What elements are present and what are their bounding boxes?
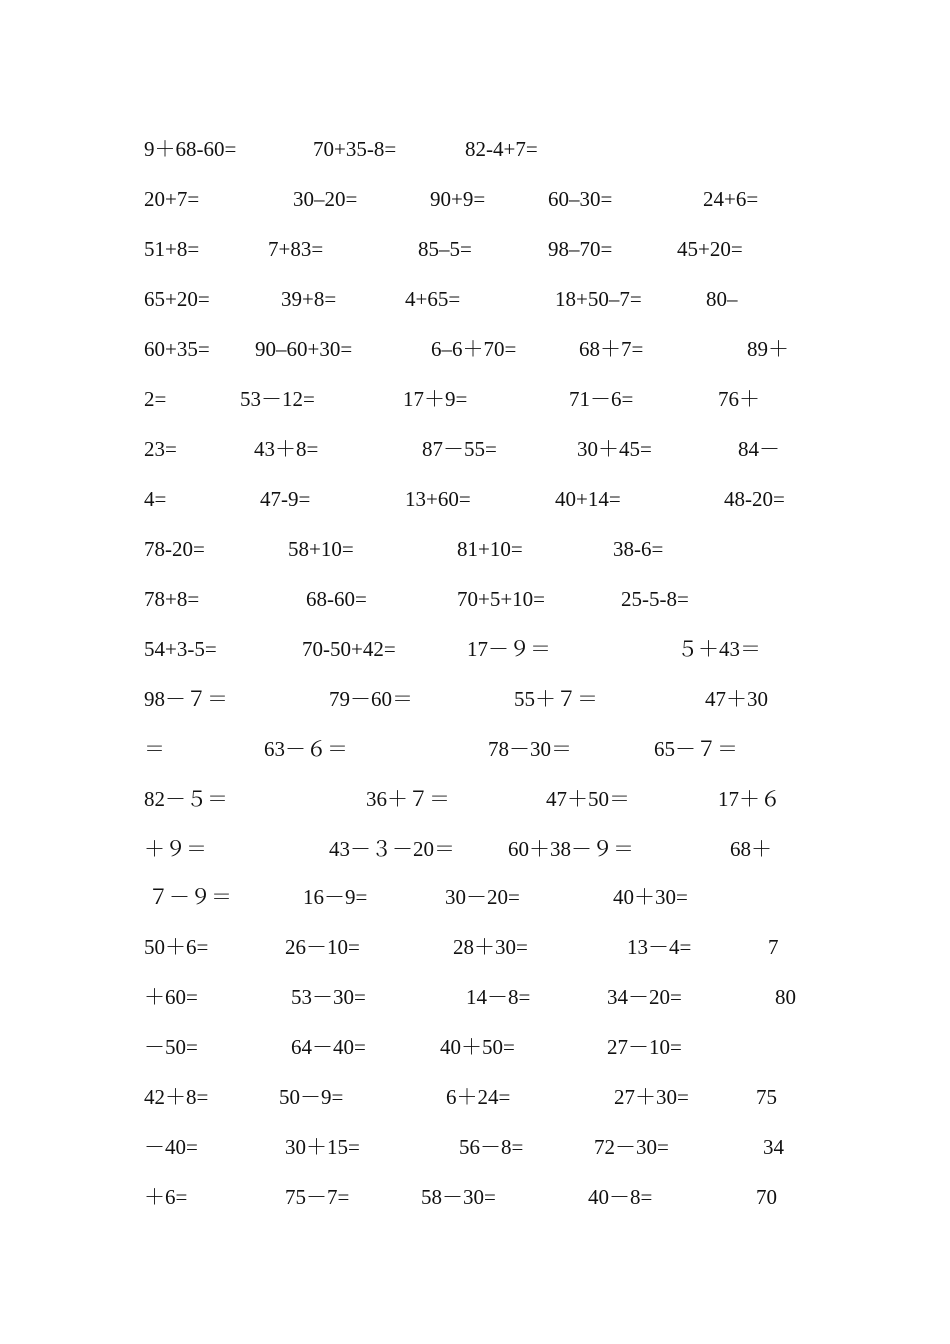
arithmetic-problem: 68＋7= bbox=[579, 337, 644, 361]
arithmetic-problem: 4+65= bbox=[405, 287, 461, 311]
arithmetic-problem: 43＋8= bbox=[254, 437, 319, 461]
arithmetic-problem: 70+5+10= bbox=[457, 587, 546, 611]
arithmetic-problem: 89＋ bbox=[747, 337, 789, 361]
arithmetic-problem: 65－７＝ bbox=[654, 737, 738, 761]
arithmetic-problem: 56－8= bbox=[459, 1135, 524, 1159]
arithmetic-problem: 55＋７＝ bbox=[514, 687, 598, 711]
arithmetic-problem: 39+8= bbox=[281, 287, 337, 311]
problem-line bbox=[0, 434, 950, 464]
arithmetic-problem: 40＋30= bbox=[613, 885, 688, 909]
arithmetic-problem: 9＋68-60= bbox=[144, 137, 237, 161]
arithmetic-problem: 71－6= bbox=[569, 387, 634, 411]
problem-line bbox=[0, 384, 950, 414]
problem-line bbox=[0, 534, 950, 564]
arithmetic-problem: 54+3-5= bbox=[144, 637, 217, 661]
arithmetic-problem: 2= bbox=[144, 387, 167, 411]
arithmetic-problem: 42＋8= bbox=[144, 1085, 209, 1109]
problem-line bbox=[0, 1182, 950, 1212]
arithmetic-problem: 78－30＝ bbox=[488, 737, 572, 761]
arithmetic-problem: 18+50–7= bbox=[555, 287, 642, 311]
arithmetic-problem: 90+9= bbox=[430, 187, 486, 211]
arithmetic-problem: 75－7= bbox=[285, 1185, 350, 1209]
problem-line bbox=[0, 684, 950, 714]
arithmetic-problem: 40+14= bbox=[555, 487, 621, 511]
arithmetic-problem: 50－9= bbox=[279, 1085, 344, 1109]
arithmetic-problem: 78+8= bbox=[144, 587, 200, 611]
arithmetic-problem: 76＋ bbox=[718, 387, 760, 411]
arithmetic-problem: 27＋30= bbox=[614, 1085, 689, 1109]
arithmetic-problem: 20+7= bbox=[144, 187, 200, 211]
arithmetic-problem: 14－8= bbox=[466, 985, 531, 1009]
arithmetic-problem: 30＋45= bbox=[577, 437, 652, 461]
arithmetic-problem: 51+8= bbox=[144, 237, 200, 261]
arithmetic-problem: 78-20= bbox=[144, 537, 205, 561]
arithmetic-problem: 7+83= bbox=[268, 237, 324, 261]
arithmetic-problem: 30–20= bbox=[293, 187, 358, 211]
arithmetic-problem: 48-20= bbox=[724, 487, 785, 511]
arithmetic-problem: 17＋9= bbox=[403, 387, 468, 411]
arithmetic-problem: 13+60= bbox=[405, 487, 471, 511]
arithmetic-problem: 27－10= bbox=[607, 1035, 682, 1059]
arithmetic-problem: 23= bbox=[144, 437, 177, 461]
problem-line bbox=[0, 1032, 950, 1062]
problem-line bbox=[0, 834, 950, 864]
arithmetic-problem: 24+6= bbox=[703, 187, 759, 211]
arithmetic-problem: 60–30= bbox=[548, 187, 613, 211]
problem-line bbox=[0, 584, 950, 614]
arithmetic-problem: 36＋７＝ bbox=[366, 787, 450, 811]
arithmetic-problem: 7 bbox=[768, 935, 779, 959]
problem-line bbox=[0, 234, 950, 264]
arithmetic-problem: 45+20= bbox=[677, 237, 743, 261]
problem-line bbox=[0, 1132, 950, 1162]
arithmetic-problem: 79－60＝ bbox=[329, 687, 413, 711]
arithmetic-problem: 70-50+42= bbox=[302, 637, 396, 661]
arithmetic-problem: 30＋15= bbox=[285, 1135, 360, 1159]
problem-line bbox=[0, 882, 950, 912]
arithmetic-problem: －50= bbox=[144, 1035, 198, 1059]
arithmetic-problem: 17－９＝ bbox=[467, 637, 551, 661]
problem-line bbox=[0, 484, 950, 514]
arithmetic-problem: 82－５＝ bbox=[144, 787, 228, 811]
arithmetic-problem: 43－３－20＝ bbox=[329, 837, 455, 861]
arithmetic-problem: 26－10= bbox=[285, 935, 360, 959]
arithmetic-problem: 60＋38－９＝ bbox=[508, 837, 634, 861]
problem-line bbox=[0, 634, 950, 664]
arithmetic-problem: 47＋50＝ bbox=[546, 787, 630, 811]
arithmetic-problem: 53－12= bbox=[240, 387, 315, 411]
arithmetic-problem: 98－７＝ bbox=[144, 687, 228, 711]
arithmetic-problem: 6–6＋70= bbox=[431, 337, 517, 361]
arithmetic-problem: 68-60= bbox=[306, 587, 367, 611]
arithmetic-problem: ７－９＝ bbox=[148, 885, 232, 909]
arithmetic-problem: 53－30= bbox=[291, 985, 366, 1009]
arithmetic-problem: 80– bbox=[706, 287, 738, 311]
problem-line bbox=[0, 734, 950, 764]
arithmetic-problem: ５＋43＝ bbox=[677, 637, 761, 661]
arithmetic-problem: 70 bbox=[756, 1185, 777, 1209]
arithmetic-problem: 84－ bbox=[738, 437, 780, 461]
arithmetic-problem: 98–70= bbox=[548, 237, 613, 261]
arithmetic-problem: 80 bbox=[775, 985, 796, 1009]
arithmetic-problem: 6＋24= bbox=[446, 1085, 511, 1109]
arithmetic-problem: －40= bbox=[144, 1135, 198, 1159]
arithmetic-problem: 34 bbox=[763, 1135, 784, 1159]
arithmetic-problem: 28＋30= bbox=[453, 935, 528, 959]
problem-line bbox=[0, 1082, 950, 1112]
problem-line bbox=[0, 184, 950, 214]
arithmetic-problem: 81+10= bbox=[457, 537, 523, 561]
arithmetic-problem: 17＋６ bbox=[718, 787, 781, 811]
arithmetic-problem: 58－30= bbox=[421, 1185, 496, 1209]
arithmetic-problem: 64－40= bbox=[291, 1035, 366, 1059]
arithmetic-problem: 50＋6= bbox=[144, 935, 209, 959]
arithmetic-problem: 60+35= bbox=[144, 337, 210, 361]
arithmetic-problem: 82-4+7= bbox=[465, 137, 538, 161]
arithmetic-problem: 47-9= bbox=[260, 487, 311, 511]
arithmetic-problem: 16－9= bbox=[303, 885, 368, 909]
arithmetic-problem: 75 bbox=[756, 1085, 777, 1109]
problem-line bbox=[0, 982, 950, 1012]
problem-line bbox=[0, 334, 950, 364]
arithmetic-problem: 40－8= bbox=[588, 1185, 653, 1209]
problem-line bbox=[0, 284, 950, 314]
arithmetic-problem: 85–5= bbox=[418, 237, 472, 261]
arithmetic-problem: 87－55= bbox=[422, 437, 497, 461]
arithmetic-problem: ＋９＝ bbox=[144, 837, 207, 861]
arithmetic-problem: 47＋30 bbox=[705, 687, 768, 711]
arithmetic-problem: 63－６＝ bbox=[264, 737, 348, 761]
problem-line bbox=[0, 784, 950, 814]
arithmetic-problem: ＋6= bbox=[144, 1185, 188, 1209]
arithmetic-problem: 72－30= bbox=[594, 1135, 669, 1159]
arithmetic-problem: ＝ bbox=[144, 737, 165, 761]
problem-line bbox=[0, 134, 950, 164]
arithmetic-problem: 30－20= bbox=[445, 885, 520, 909]
arithmetic-problem: 65+20= bbox=[144, 287, 210, 311]
arithmetic-problem: 38-6= bbox=[613, 537, 664, 561]
arithmetic-problem: 90–60+30= bbox=[255, 337, 353, 361]
arithmetic-problem: 13－4= bbox=[627, 935, 692, 959]
arithmetic-problem: 40＋50= bbox=[440, 1035, 515, 1059]
problem-line bbox=[0, 932, 950, 962]
arithmetic-problem: 34－20= bbox=[607, 985, 682, 1009]
arithmetic-problem: 70+35-8= bbox=[313, 137, 397, 161]
arithmetic-problem: 68＋ bbox=[730, 837, 772, 861]
arithmetic-problem: ＋60= bbox=[144, 985, 198, 1009]
arithmetic-problem: 58+10= bbox=[288, 537, 354, 561]
arithmetic-problem: 4= bbox=[144, 487, 167, 511]
arithmetic-problem: 25-5-8= bbox=[621, 587, 689, 611]
